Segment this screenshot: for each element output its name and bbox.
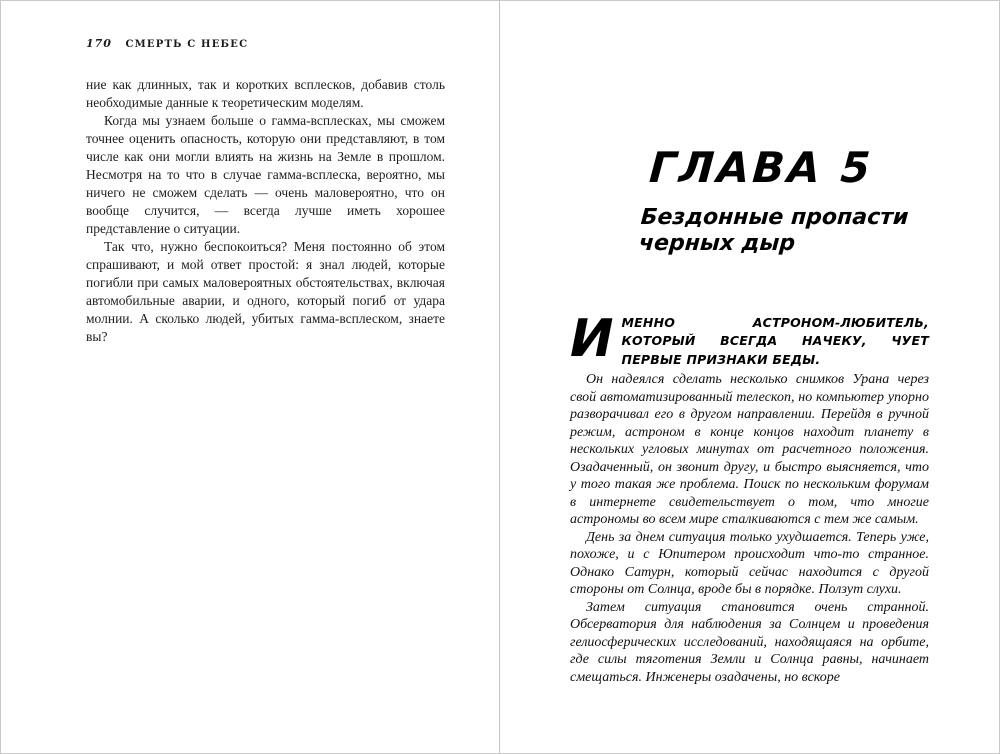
chapter-title: ГЛАВА 5 [647, 143, 875, 192]
body-paragraph: Он надеялся сделать несколько снимков Урана через свой автоматизированный телескоп, но компьютер упорно разворачивал его в другом направлении. Перейдя в ручной режим, астроном в конце концов находит планету в нескольких угловых минутах от расчетного положения. Озадаченный, он звонит другу, и быстро выясняется, что у того такая же проблема. Поиск по нескольким форумам в интернете свидетельствует о том, что многие астрономы во всем мире сталкиваются с тем же самым. [570, 372, 929, 528]
body-paragraph: ние как длинных, так и коротких всплесков, добавив столь необходимые данные к теоретическим моделям. [86, 77, 445, 110]
body-paragraph: Затем ситуация становится очень странной. Обсерватория для наблюдения за Солнцем и проведения гелиосферических исследований, находящаяся на орбите, где силы тяготения Земли и Солнца равны, начинает смещаться. Инженеры озадачены, но вскоре [570, 599, 929, 685]
left-page-body [86, 76, 445, 346]
body-paragraph: Когда мы узнаем больше о гамма-всплесках, мы сможем точнее оценить опасность, которую они представляют, в том числе как они могли влиять на жизнь на Земле в прошлом. Несмотря на то что в случае гамма-всплеска, вероятно, мы ничего не сможем сделать — очень маловероятно, что он вообще случится, — всегда лучше иметь хорошее представление о ситуации. [86, 113, 445, 236]
body-paragraph: Так что, нужно беспокоиться? Меня постоянно об этом спрашивают, и мой ответ простой: я знал людей, которые погибли при самых маловероятных обстоятельствах, включая автомобильные аварии, и одного, который погиб от удара молнии. А сколько людей, убитых гамма-всплеском, знаете вы? [86, 239, 445, 344]
chapter-subtitle-line1: Бездонные пропасти [639, 205, 910, 230]
drop-cap: И [570, 308, 614, 369]
page-number: 170 [86, 37, 112, 50]
right-page [500, 1, 999, 753]
left-page [1, 1, 500, 753]
lead-paragraph [570, 308, 929, 370]
chapter-subtitle-line2: черных дыр [638, 231, 796, 257]
body-paragraph: День за днем ситуация только ухудшается. Теперь уже, похоже, и с Юпитером происходит что-то странное. Однако Сатурн, который сейчас находится с другой стороны от Солнца, вроде бы в порядке. Ползут слухи. [570, 529, 929, 598]
lead-text: МЕННО АСТРОНОМ-ЛЮБИТЕЛЬ, КОТОРЫЙ ВСЕГДА НАЧЕКУ, ЧУЕТ ПЕРВЫЕ ПРИЗНАКИ БЕДЫ. [621, 314, 929, 367]
right-page-body [570, 308, 929, 687]
running-title: СМЕРТЬ С НЕБЕС [125, 39, 249, 50]
chapter-subtitle [638, 205, 933, 258]
running-head [86, 37, 445, 50]
chapter-heading-block [570, 143, 929, 258]
